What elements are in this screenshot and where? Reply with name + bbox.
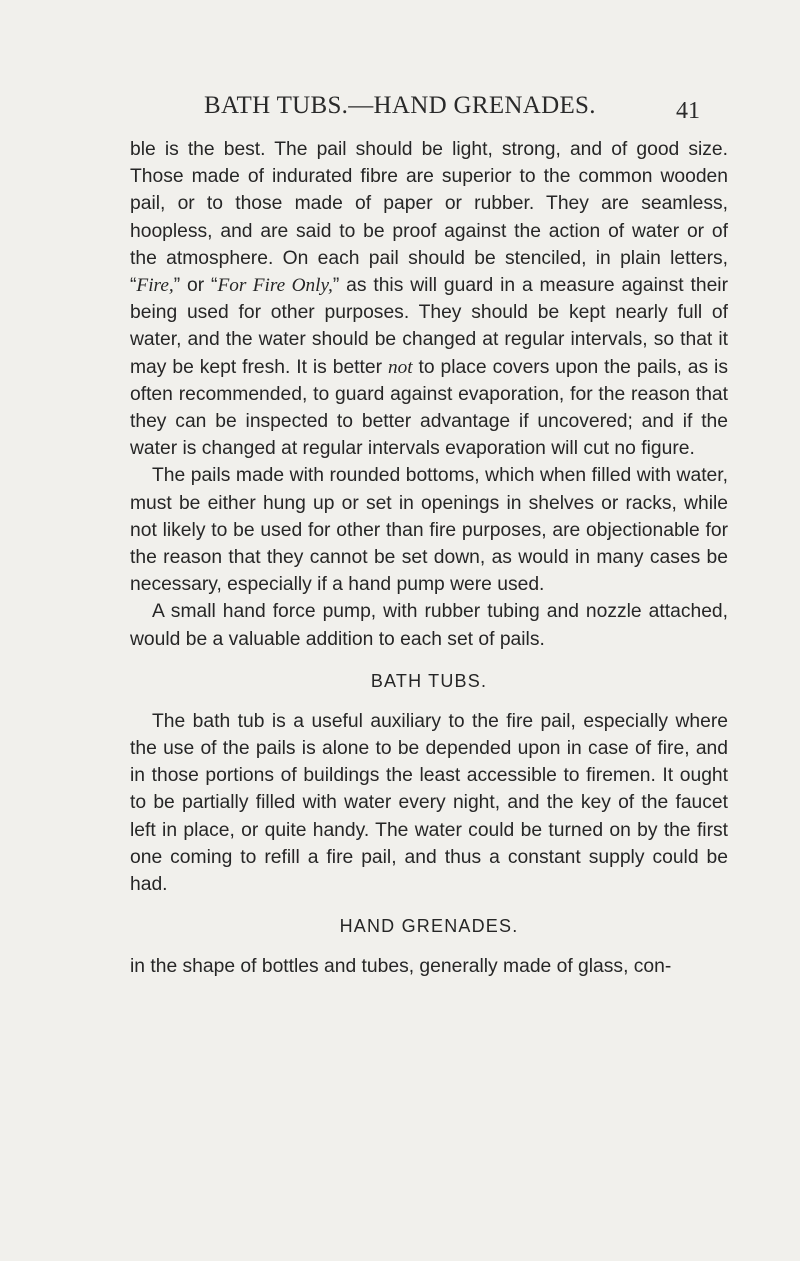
- paragraph-bath-tub: The bath tub is a useful auxiliary to the fire pail, especially where the use of the pails is alone to be depended upon in case of fire, and in those portions of buildings the least accessible to firemen. It ought to be partially filled with water every night, and the key of the faucet left in place, or quite handy. The water could be turned on by the first one coming to refill a fire pail, and thus a constant supply could be had.: [130, 710, 728, 896]
- italic-fire: Fire,: [136, 275, 174, 297]
- text-run: ble is the best. The pail should be light, strong, and of good size. Those made of indurated fibre are superior to the common wooden pail, or to those made of paper or rubber. They are seamless, hoopless, and are said to be proof against the action of water or of the atmosphere. On each pail should be stenciled, in plain letters, “: [130, 139, 728, 297]
- heading-hand-grenades: HAND GRENADES.: [339, 916, 519, 937]
- page-number: 41: [676, 98, 700, 124]
- text-run: ” as this will guard in a measure against their being used for other purposes. They should be kept nearly full of water, and the water should be changed at regular intervals, so that it may be kept fresh. It is better: [130, 275, 729, 378]
- paragraph-hand-pump: A small hand force pump, with rubber tubing and nozzle attached, would be a valuable addition to each set of pails.: [130, 601, 728, 650]
- running-title: BATH TUBS.—HAND GRENADES.: [204, 92, 596, 119]
- heading-bath-tubs: BATH TUBS.: [370, 670, 488, 691]
- text-run: to place covers upon the pails, as is often recommended, to guard against evaporation, for the reason that they can be inspected to better advantage if uncovered; and if the water is changed at regular intervals evaporation will cut no figure.: [130, 356, 728, 460]
- italic-for-fire-only: For Fire Only,: [217, 275, 333, 297]
- page-header: [0, 92, 800, 126]
- paragraph-rounded-bottoms: The pails made with rounded bottoms, which when filled with water, must be either hung up or set in openings in shelves or racks, while not likely to be used for other than fire purposes, are objectionable for the reason that they cannot be set down, as would in many cases be necessary, especially if a hand pump were used.: [130, 465, 728, 596]
- paragraph-fire-pails: [130, 136, 728, 462]
- italic-not: not: [387, 356, 413, 378]
- body-text: [130, 136, 728, 980]
- paragraph-hand-grenades: in the shape of bottles and tubes, generally made of glass, con-: [130, 956, 672, 978]
- text-run: ” or “: [173, 275, 218, 297]
